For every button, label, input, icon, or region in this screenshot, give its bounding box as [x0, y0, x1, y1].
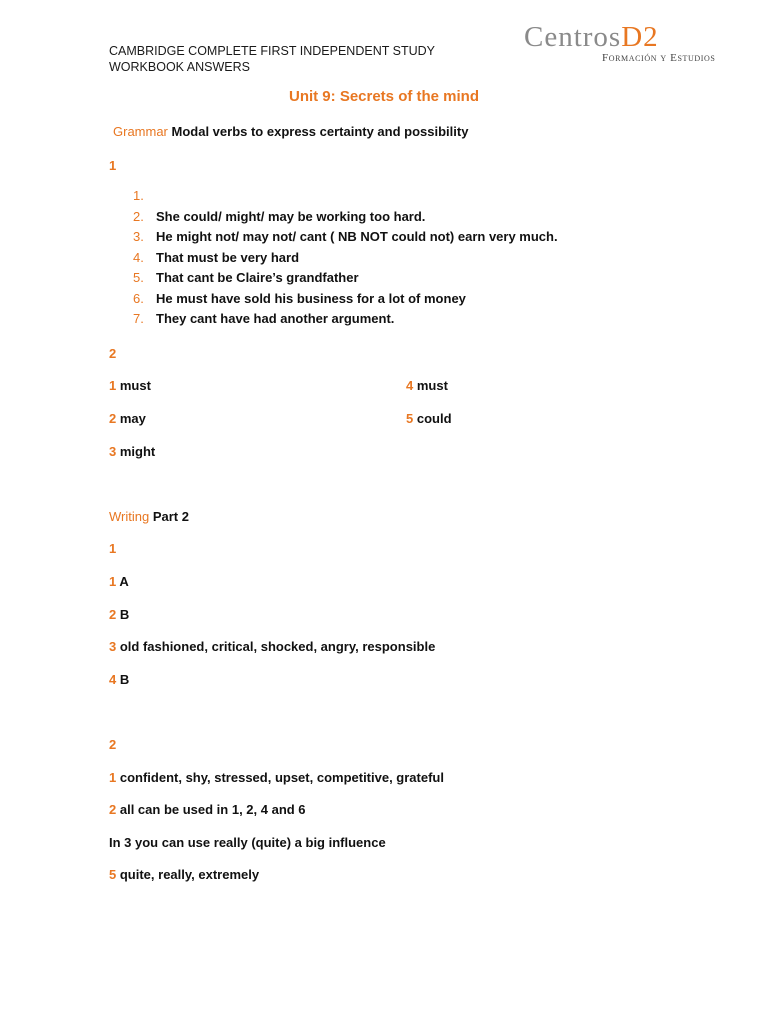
- list-item-text: He must have sold his business for a lot of money: [156, 291, 466, 306]
- answer-item: [109, 638, 435, 655]
- answer-text: might: [119, 444, 156, 459]
- list-item-number: 6.: [133, 291, 144, 306]
- list-item-text: She could/ might/ may be working too hard.: [156, 209, 426, 224]
- answer-item: [109, 866, 259, 883]
- writing-label: Writing: [109, 509, 150, 524]
- answer-item: [406, 377, 448, 394]
- answer-text: B: [119, 607, 130, 622]
- answer-number: 2: [109, 607, 117, 622]
- answer-number: 3: [109, 444, 117, 459]
- grammar-ex1-number: 1: [109, 158, 117, 173]
- answer-number: 1: [109, 770, 117, 785]
- answer-number: 4: [109, 672, 117, 687]
- list-item-number: 5.: [133, 270, 144, 285]
- answer-text: old fashioned, critical, shocked, angry, responsible: [119, 639, 436, 654]
- answer-note: In 3 you can use really (quite) a big influence: [109, 835, 386, 850]
- grammar-ex2-number: 2: [109, 346, 117, 361]
- answer-number: 2: [109, 411, 117, 426]
- answer-number: 4: [406, 378, 414, 393]
- logo-wordmark: [524, 20, 659, 54]
- answer-number: 1: [109, 574, 117, 589]
- answer-text: A: [119, 574, 129, 589]
- list-item-text: That must be very hard: [156, 250, 300, 265]
- grammar-heading: [113, 123, 468, 140]
- answer-item: [109, 801, 306, 818]
- answer-text: could: [416, 411, 452, 426]
- list-item-text: They cant have had another argument.: [156, 311, 395, 326]
- header-line-2: WORKBOOK ANSWERS: [109, 60, 250, 74]
- document-header: [109, 43, 435, 75]
- answer-number: 1: [109, 378, 117, 393]
- answer-text: B: [119, 672, 130, 687]
- header-line-1: CAMBRIDGE COMPLETE FIRST INDEPENDENT STUDY: [109, 44, 435, 58]
- list-item-text: He might not/ may not/ cant ( NB NOT could not) earn very much.: [156, 229, 558, 244]
- grammar-heading-text: Modal verbs to express certainty and possibility: [171, 124, 469, 139]
- writing-ex1-number: 1: [109, 541, 117, 556]
- answer-text: must: [416, 378, 448, 393]
- answer-item: [406, 410, 452, 427]
- logo-main-text: Centros: [524, 21, 622, 53]
- answer-item: [109, 443, 155, 460]
- grammar-label: Grammar: [113, 124, 168, 139]
- page-title: Unit 9: Secrets of the mind: [288, 88, 480, 105]
- answer-item: [109, 671, 129, 688]
- answer-text: quite, really, extremely: [119, 867, 260, 882]
- answer-number: 5: [406, 411, 414, 426]
- answer-item: [109, 606, 129, 623]
- answer-text: may: [119, 411, 146, 426]
- writing-heading: [109, 508, 189, 525]
- list-item-number: 1.: [133, 188, 144, 203]
- answer-number: 5: [109, 867, 117, 882]
- answer-text: all can be used in 1, 2, 4 and 6: [119, 802, 306, 817]
- centros-d2-logo: [524, 20, 724, 70]
- list-item-number: 4.: [133, 250, 144, 265]
- answer-number: 2: [109, 802, 117, 817]
- answer-text: must: [119, 378, 151, 393]
- logo-subtitle: Formación y Estudios: [602, 52, 716, 64]
- answer-item: [109, 377, 151, 394]
- list-item-number: 7.: [133, 311, 144, 326]
- answer-number: 3: [109, 639, 117, 654]
- list-item-text: That cant be Claire’s grandfather: [156, 270, 359, 285]
- answer-item: [109, 573, 129, 590]
- answer-item: [109, 769, 444, 786]
- list-item-number: 3.: [133, 229, 144, 244]
- writing-heading-text: Part 2: [152, 509, 189, 524]
- answer-text: confident, shy, stressed, upset, competitive, grateful: [119, 770, 444, 785]
- list-item-number: 2.: [133, 209, 144, 224]
- writing-ex2-number: 2: [109, 737, 117, 752]
- logo-highlight-text: D2: [621, 21, 659, 53]
- answer-item: [109, 410, 146, 427]
